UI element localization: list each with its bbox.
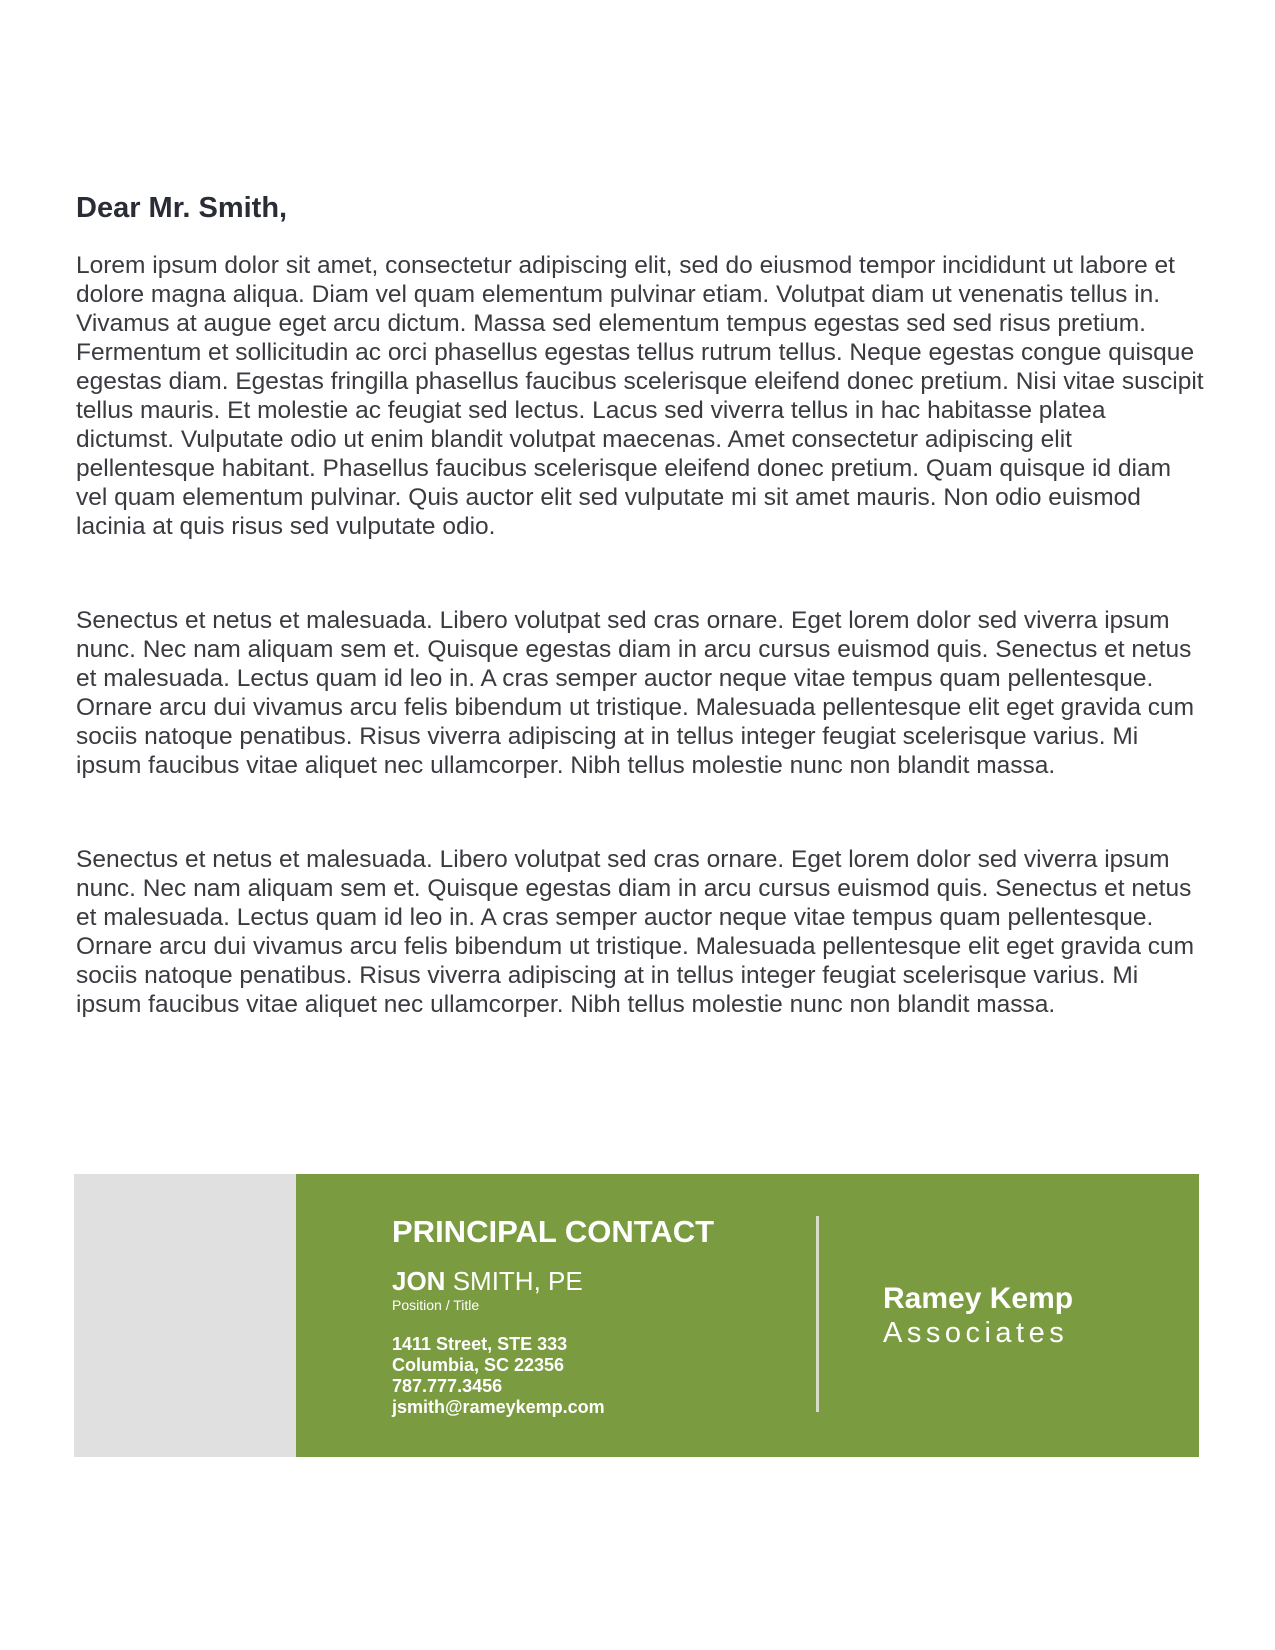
salutation: Dear Mr. Smith,: [76, 192, 288, 224]
vertical-divider: [816, 1216, 819, 1412]
paragraph-1: Lorem ipsum dolor sit amet, consectetur adipiscing elit, sed do eiusmod tempor incididunt ut labore et dolore magna aliqua. Diam vel quam elementum pulvinar etiam. Volutpat diam ut venenatis tellus in. Vivamus at augue eget arcu dictum. Massa sed elementum tempus egestas sed sed risus pretium. Fermentum et sollicitudin ac orci phasellus egestas tellus rutrum tellus. Neque egestas congue quisque egestas diam. Egestas fringilla phasellus faucibus scelerisque eleifend donec pretium. Nisi vitae suscipit tellus mauris. Et molestie ac feugiat sed lectus. Lacus sed viverra tellus in hac habitasse platea dictumst. Vulputate odio ut enim blandit volutpat maecenas. Amet consectetur adipiscing elit pellentesque habitant. Phasellus faucibus scelerisque eleifend donec pretium. Quam quisque id diam vel quam elementum pulvinar. Quis auctor elit sed vulputate mi sit amet mauris. Non odio euismod lacinia at quis risus sed vulputate odio.: [76, 252, 1204, 540]
phone-number[interactable]: 787.777.3456: [392, 1376, 503, 1396]
paragraph-2: Senectus et netus et malesuada. Libero volutpat sed cras ornare. Eget lorem dolor sed viverra ipsum nunc. Nec nam aliquam sem et. Quisque egestas diam in arcu cursus euismod quis. Senectus et netus et malesuada. Lectus quam id leo in. A cras semper auctor neque vitae tempus quam pellentesque. Ornare arcu dui vivamus arcu felis bibendum ut tristique. Malesuada pellentesque elit eget gravida cum sociis natoque penatibus. Risus viverra adipiscing at in tellus integer feugiat scelerisque varius. Mi ipsum faucibus vitae aliquet nec ullamcorper. Nibh tellus molestie nunc non blandit massa.: [76, 607, 1195, 779]
company-logo: [883, 1282, 1133, 1350]
letter-body: [76, 190, 1206, 1019]
address-line-1: 1411 Street, STE 333: [392, 1334, 568, 1354]
contact-heading: PRINCIPAL CONTACT: [392, 1214, 715, 1249]
company-name-line-2: Associates: [883, 1317, 1069, 1349]
contact-details: [392, 1334, 792, 1418]
contact-band: [74, 1174, 1199, 1457]
company-name-line-1: Ramey Kemp: [883, 1282, 1074, 1315]
contact-position: Position / Title: [392, 1297, 480, 1313]
contact-name: [392, 1266, 792, 1296]
paragraph-3: Senectus et netus et malesuada. Libero volutpat sed cras ornare. Eget lorem dolor sed viverra ipsum nunc. Nec nam aliquam sem et. Quisque egestas diam in arcu cursus euismod quis. Senectus et netus et malesuada. Lectus quam id leo in. A cras semper auctor neque vitae tempus quam pellentesque. Ornare arcu dui vivamus arcu felis bibendum ut tristique. Malesuada pellentesque elit eget gravida cum sociis natoque penatibus. Risus viverra adipiscing at in tellus integer feugiat scelerisque varius. Mi ipsum faucibus vitae aliquet nec ullamcorper. Nibh tellus molestie nunc non blandit massa.: [76, 846, 1195, 1018]
contact-photo-placeholder: [74, 1174, 296, 1457]
contact-info: [392, 1214, 792, 1418]
email-address[interactable]: jsmith@rameykemp.com: [392, 1397, 605, 1417]
address-line-2: Columbia, SC 22356: [392, 1355, 565, 1375]
contact-last-name-title: SMITH, PE: [445, 1266, 583, 1296]
contact-panel: [296, 1174, 1199, 1457]
contact-first-name: JON: [392, 1266, 446, 1296]
